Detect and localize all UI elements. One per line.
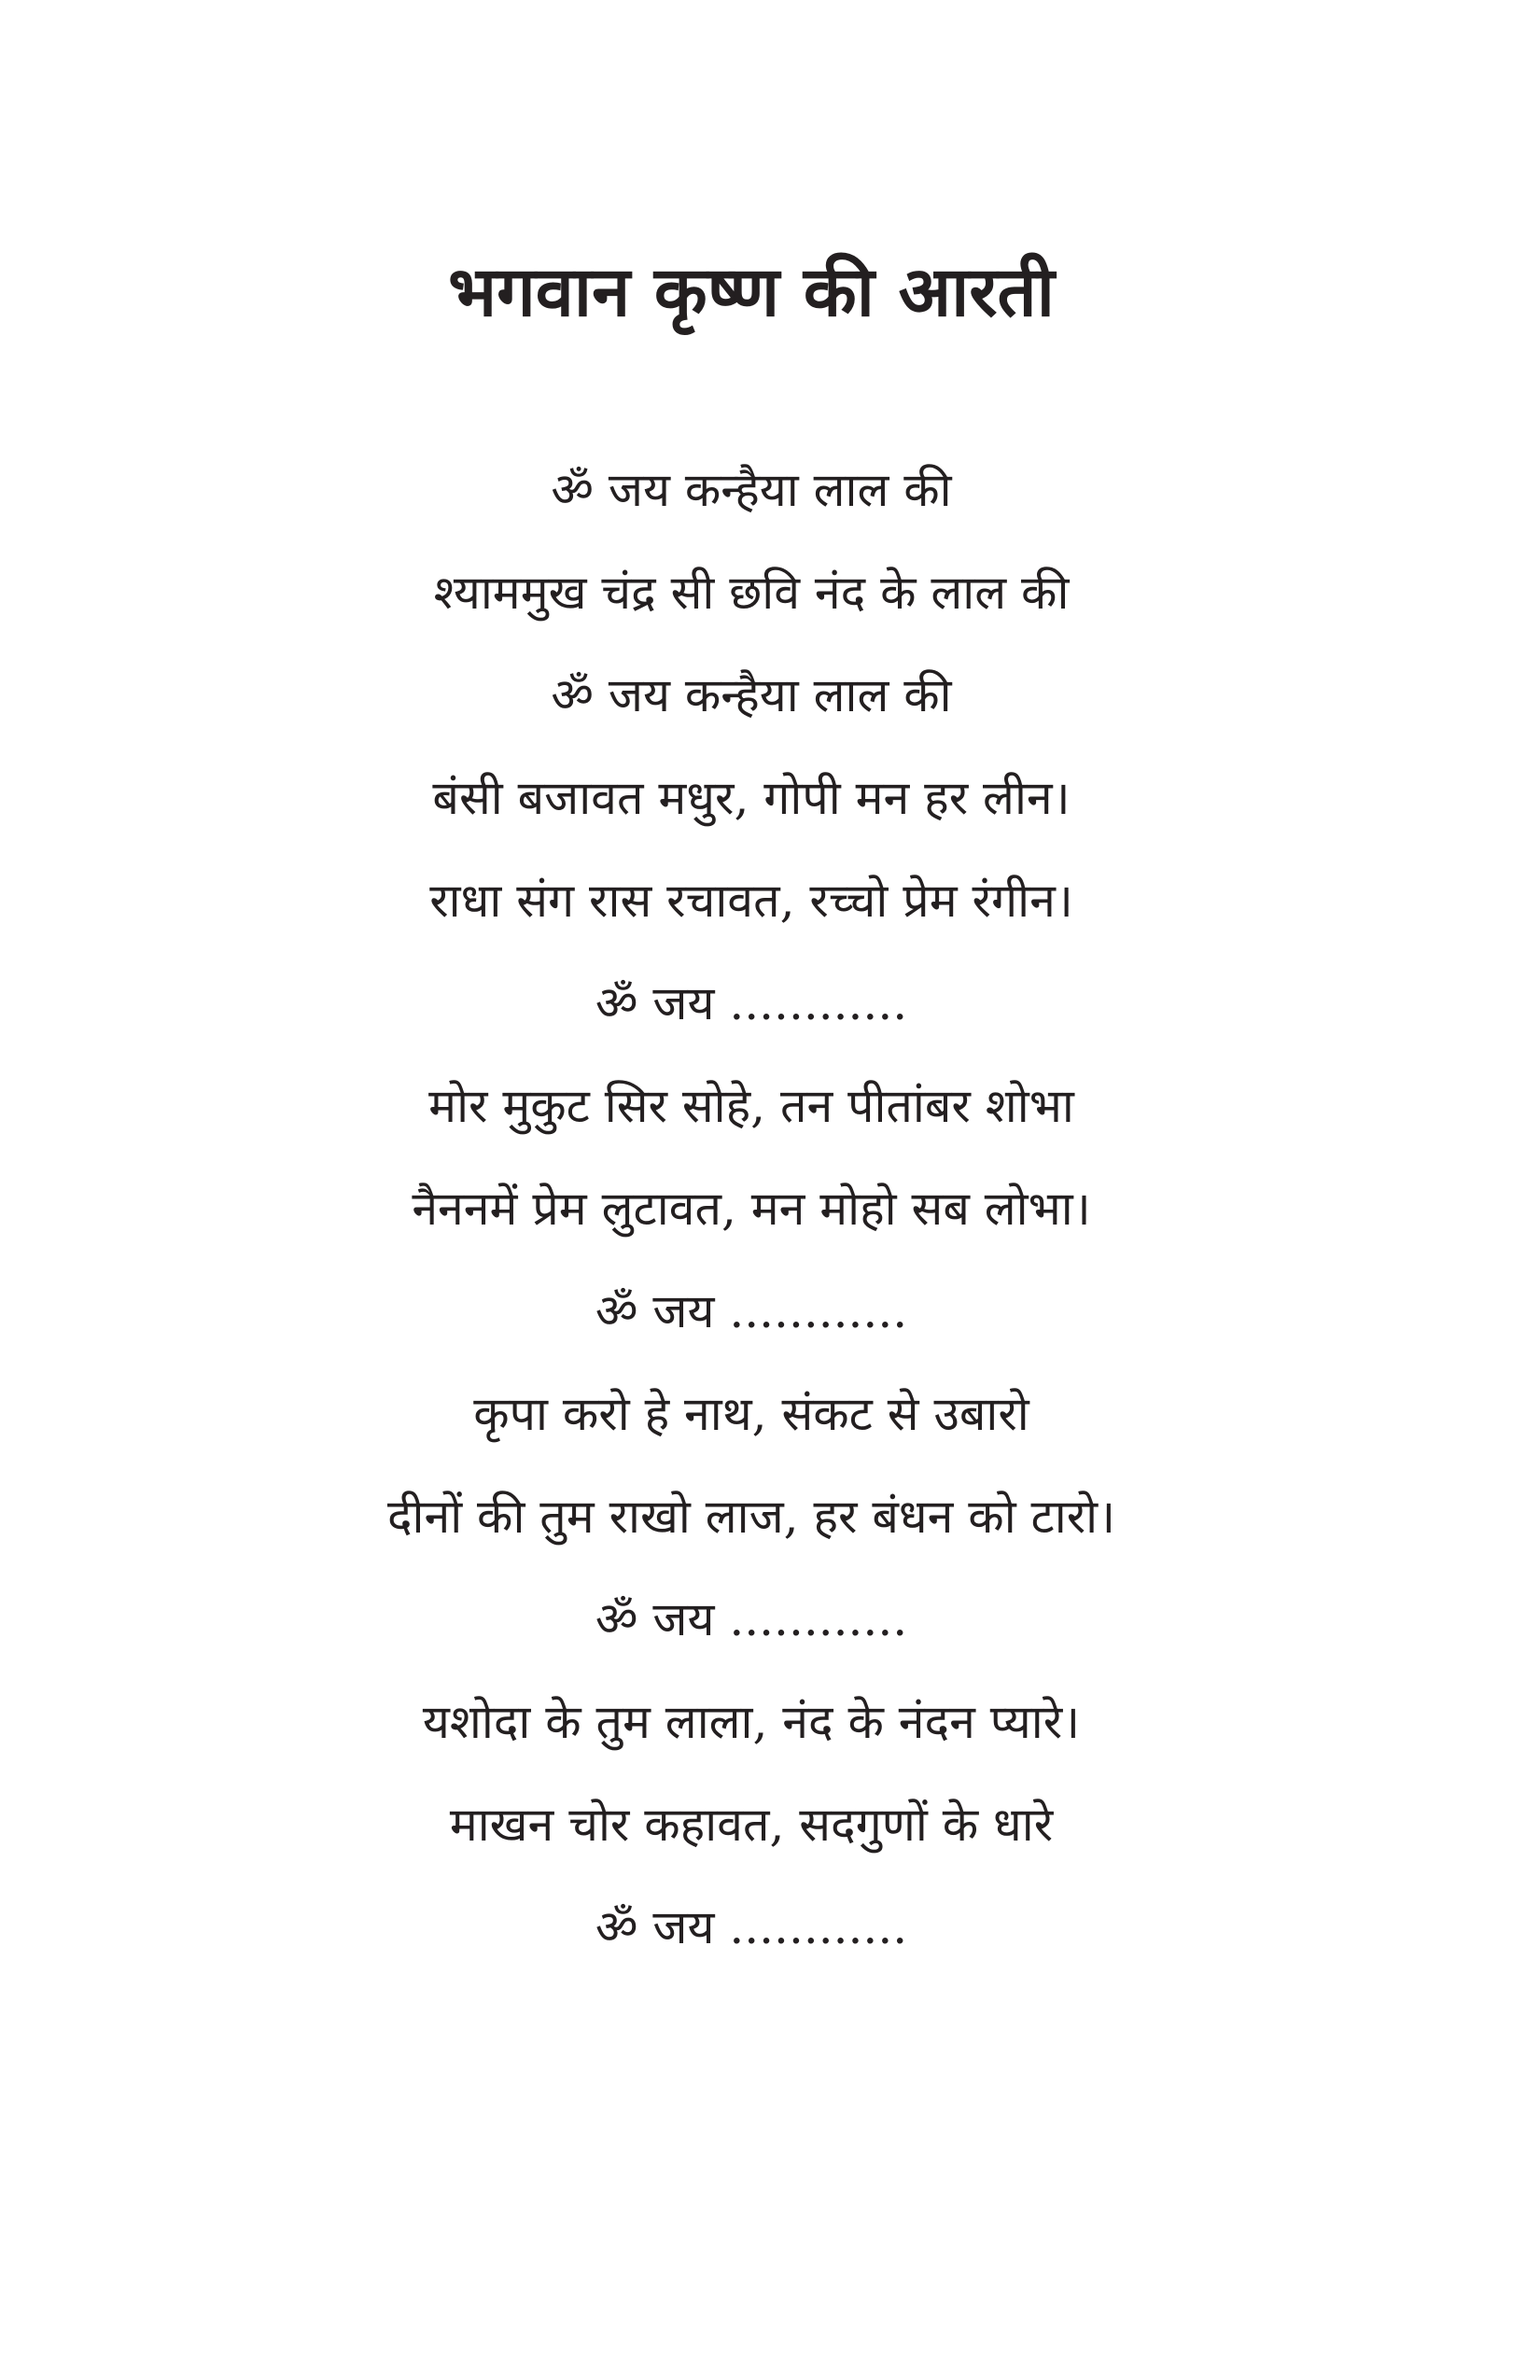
page-title: भगवान कृष्ण की आरती [448,252,1055,332]
aarti-verses [0,448,1540,1988]
verse-line-14: माखन चोर कहावत, सदगुणों के धारे [449,1798,1054,1852]
verse-line-2: श्याममुख चंद्र सी छवि नंद के लाल की [433,566,1070,620]
verse-line-10: कृपा करो हे नाथ, संकट से उबारो [473,1387,1029,1441]
verse-line-13: यशोदा के तुम लाला, नंद के नंदन प्यारे। [422,1695,1081,1749]
verse-line-15: ॐ जय ............ [595,1900,908,1954]
verse-line-8: नैननमें प्रेम लुटावत, मन मोहो सब लोभा। [412,1182,1091,1236]
verse-line-11: दीनों की तुम राखो लाज, हर बंधन को टारो। [386,1490,1116,1544]
verse-line-9: ॐ जय ............ [595,1284,908,1338]
verse-line-7: मोर मुकुट सिर सोहे, तन पीतांबर शोभा [428,1079,1074,1133]
verse-line-3: ॐ जय कन्हैया लाल की [551,668,952,722]
verse-line-5: राधा संग रास रचावत, रच्चो प्रेम रंगीन। [429,874,1073,928]
verse-line-4: बंसी बजावत मधुर, गोपी मन हर लीन। [432,771,1071,825]
verse-line-12: ॐ जय ............ [595,1592,908,1646]
verse-line-1: ॐ जय कन्हैया लाल की [551,463,952,517]
verse-line-6: ॐ जय ............ [595,976,908,1030]
